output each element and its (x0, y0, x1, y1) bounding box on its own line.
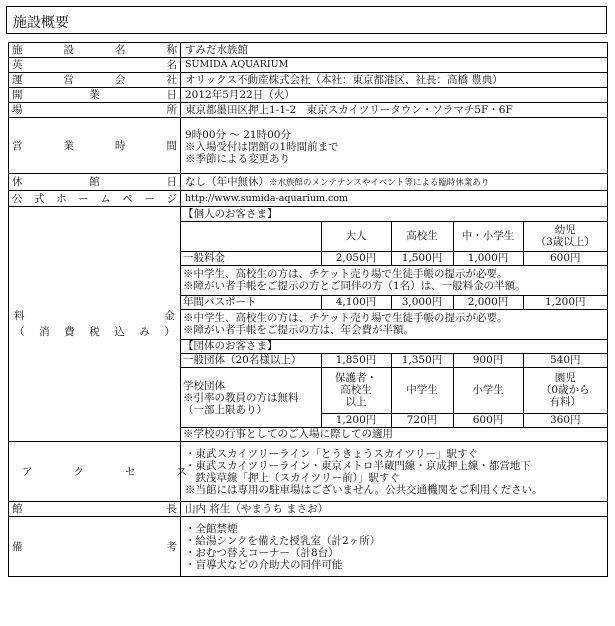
label-char: 長 (166, 503, 177, 515)
page-title: 施設概要 (13, 15, 69, 31)
school-title: 学校団体 (183, 379, 225, 392)
remark-line: ・給湯シンクを備えた授乳室（計2ヶ所） (185, 534, 381, 547)
blank-cell (181, 221, 321, 251)
label-website (9, 191, 181, 207)
school-label (181, 367, 321, 427)
fee-label: 一般団体（20名様以上） (181, 353, 321, 367)
fee-value: 540円 (523, 353, 607, 367)
label-char: 込 (114, 326, 125, 338)
label-char: ー (78, 192, 89, 205)
fee-value: 720円 (391, 413, 453, 427)
col-highschool: 高校生 (391, 221, 453, 251)
value-opening: 2012年5月22日（火） (181, 88, 608, 103)
value-location: 東京都墨田区押上1-1-2 東京スカイツリータウン・ソラマチ5F・6F (181, 103, 608, 118)
row-opening (9, 88, 608, 103)
hours-note: ※季節による変更あり (185, 152, 290, 165)
row-remarks (9, 517, 608, 577)
value-closed (181, 174, 608, 191)
row-hours (9, 118, 608, 174)
fee-row-annual (181, 295, 607, 309)
value-hours (181, 118, 608, 174)
fee-value: 1,350円 (391, 353, 453, 367)
hours-line: 9時00分 ～ 21時00分 (185, 128, 291, 141)
fee-value: 1,500円 (391, 251, 453, 265)
label-char: 館 (12, 503, 23, 515)
fee-value: 2,000円 (453, 295, 523, 309)
label-char: ー (144, 192, 155, 205)
row-website (9, 191, 608, 207)
label-char: 金 (164, 310, 175, 322)
col-elementary-school: 小学生 (453, 367, 523, 413)
label-char: 称 (166, 44, 177, 56)
closed-note: ※水族館のメンテナンスやイベント等による臨時休業あり (269, 177, 490, 188)
fee-value: 1,000円 (453, 251, 523, 265)
fee-value: 3,000円 (391, 295, 453, 309)
col-junior-high: 中学生 (391, 367, 453, 413)
access-line: ・東武スカイツリーライン「とうきょうスカイツリー」駅すぐ (185, 447, 479, 460)
fee-value: 600円 (453, 413, 523, 427)
label-location (9, 103, 181, 118)
fee-label: 一般料金 (181, 251, 321, 265)
label-char: 費 (64, 326, 75, 338)
fee-row-group (181, 353, 607, 367)
label-char: 会 (115, 74, 126, 86)
label-fees (9, 207, 181, 442)
remark-line: ・盲導犬などの介助犬の同伴可能 (185, 558, 343, 571)
label-char: 運 (12, 74, 23, 86)
fee-value: 2,050円 (321, 251, 391, 265)
label-name-en (9, 58, 181, 73)
fees-table (181, 207, 607, 441)
row-director (9, 502, 608, 517)
label-char: 場 (12, 104, 23, 116)
label-closed (9, 174, 181, 191)
fee-value: 600円 (523, 251, 607, 265)
row-name (9, 43, 608, 58)
fee-value: 360円 (523, 413, 607, 427)
label-char: 施 (12, 44, 23, 56)
hours-note: ※入場受付は閉館の1時間前まで (185, 140, 339, 153)
value-director: 山内 将生（やまうち まさお） (181, 502, 608, 517)
fee-label: 年間パスポート (181, 295, 321, 309)
col-infant: 幼児 （3歳以上） (523, 221, 607, 251)
row-location (9, 103, 608, 118)
label-char: 営 (12, 139, 23, 152)
label-char: 名 (166, 59, 177, 71)
fee-value: 1,850円 (321, 353, 391, 367)
label-char: 税 (89, 326, 100, 338)
col-guardian: 保護者・ 高校生 以上 (321, 367, 391, 413)
label-char: ア (22, 465, 33, 478)
fee-notes-general (181, 265, 607, 295)
fee-value: 1,200円 (523, 295, 607, 309)
row-name-en (9, 58, 608, 73)
value-website[interactable]: http://www.sumida-aquarium.com (181, 191, 608, 207)
row-closed (9, 174, 608, 191)
label-char: 休 (12, 176, 23, 188)
col-adult: 大人 (321, 221, 391, 251)
school-fee-note: ※学校の行事としてのご入場に際しての適用 (181, 427, 607, 441)
fee-note: ※障がい者手帳をご提示の方とご同伴の方（1名）は、一般料金の半額。 (183, 280, 526, 292)
label-char: 設 (63, 44, 74, 56)
label-char: ジ (166, 192, 177, 205)
value-operator: オリックス不動産株式会社（本社：東京都港区、社長：高橋 豊典） (181, 73, 608, 88)
title-box (6, 6, 607, 34)
access-line: ・東武スカイツリーライン・東京メトロ半蔵門線・京成押上線・都営地下 (185, 459, 531, 472)
label-char: 備 (12, 540, 23, 553)
label-char: ス (176, 465, 187, 478)
label-char: 考 (166, 540, 177, 553)
col-kindergarten: 園児 （0歳から 有料） (523, 367, 607, 413)
label-char: 営 (63, 74, 74, 86)
individual-header: 【個人のお客さま】 (181, 207, 607, 221)
label-char: 名 (115, 44, 126, 56)
fee-value: 4,100円 (321, 295, 391, 309)
facility-table (8, 42, 608, 577)
label-char: ペ (122, 192, 133, 205)
remark-line: ・全館禁煙 (185, 522, 238, 535)
label-char: 時 (115, 139, 126, 152)
fee-columns-row (181, 221, 607, 251)
row-access (9, 442, 608, 502)
fee-note: ※中学生、高校生の方は、チケット売り場で生徒手帳の提示が必要。 (183, 268, 508, 280)
label-char: セ (125, 465, 136, 478)
label-char: 館 (89, 176, 100, 188)
label-remarks (9, 517, 181, 577)
col-elementary: 中・小学生 (453, 221, 523, 251)
label-char: 間 (166, 139, 177, 152)
access-line: ※当館には専用の駐車場はございません。公共交通機関をご利用ください。 (185, 483, 543, 496)
value-name: すみだ水族館 (181, 43, 608, 58)
label-char: 業 (63, 139, 74, 152)
label-char: 日 (166, 176, 177, 188)
fee-note: ※障がい者手帳をご提示の方は、年会費が半額。 (183, 324, 414, 336)
row-fees (9, 207, 608, 442)
fee-note: ※中学生、高校生の方は、チケット売り場で生徒手帳の提示が必要。 (183, 312, 508, 324)
fee-row-general (181, 251, 607, 265)
label-char: ク (73, 465, 84, 478)
value-remarks (181, 517, 608, 577)
label-director (9, 502, 181, 517)
fee-value: 900円 (453, 353, 523, 367)
value-access (181, 442, 608, 502)
label-char: 消 (39, 326, 50, 338)
label-opening (9, 88, 181, 103)
school-columns-row (181, 367, 607, 413)
group-header: 【団体のお客さま】 (181, 339, 607, 353)
label-char: 業 (89, 89, 100, 101)
label-char: 式 (34, 192, 45, 205)
label-char: ム (100, 192, 111, 205)
label-char: ） (164, 326, 175, 338)
label-char: 所 (166, 104, 177, 116)
fees-cell (181, 207, 608, 442)
remark-line: ・おむつ替えコーナー（計8台） (185, 546, 339, 559)
access-line: 鉄浅草線「押上（スカイツリー前）」駅すぐ (185, 471, 400, 484)
label-char: 開 (12, 89, 23, 101)
label-char: 社 (166, 74, 177, 86)
label-operator (9, 73, 181, 88)
value-name-en: SUMIDA AQUARIUM (181, 58, 608, 73)
label-char: ホ (56, 192, 67, 205)
row-operator (9, 73, 608, 88)
label-char: （ (14, 326, 25, 338)
label-char: み (139, 326, 150, 338)
closed-main: なし（年中無休） (185, 175, 269, 188)
label-char: 英 (12, 59, 23, 71)
fee-value: 1,200円 (321, 413, 391, 427)
label-char: 公 (12, 192, 23, 205)
label-access (9, 442, 187, 502)
school-note: ※引率の教員の方は無料（一部上限あり） (183, 391, 299, 416)
fee-notes-annual (181, 309, 607, 339)
label-char: 日 (166, 89, 177, 101)
label-char: 料 (14, 310, 25, 322)
label-name (9, 43, 181, 58)
label-hours (9, 118, 181, 174)
